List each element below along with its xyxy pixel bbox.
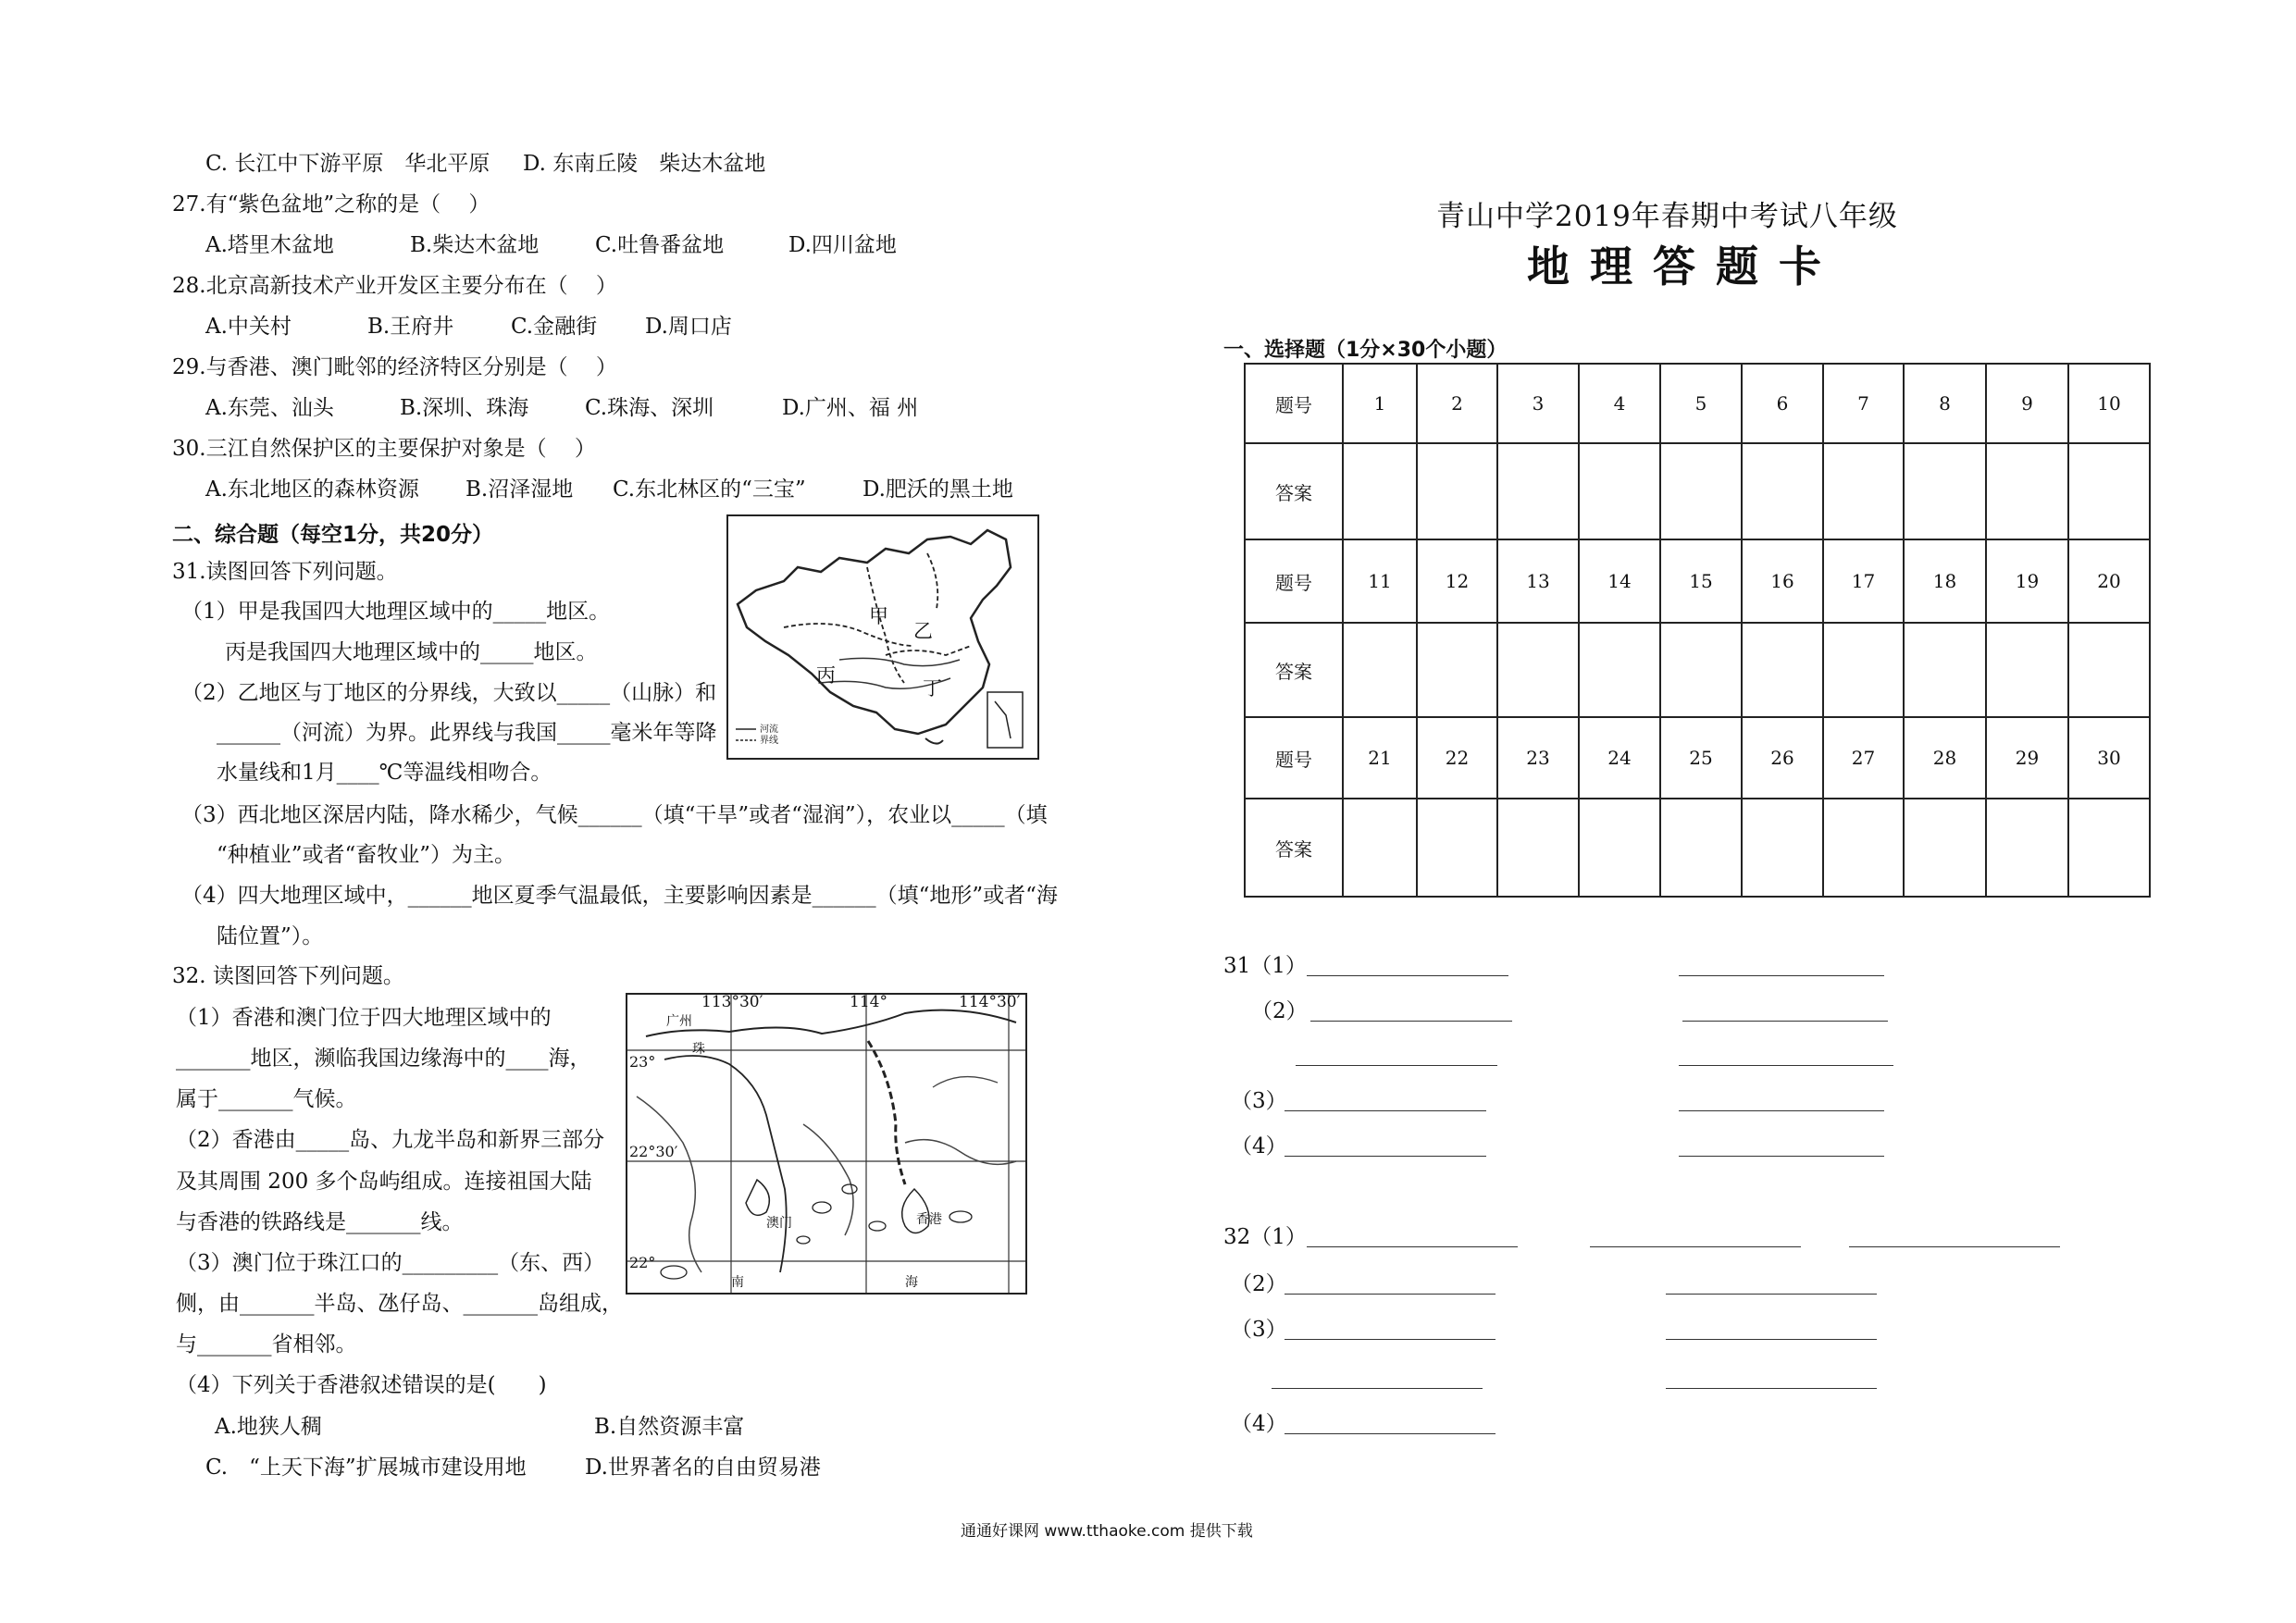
- q28-option-b: B.王府井: [367, 315, 454, 339]
- question-number-row: [1245, 539, 2150, 623]
- answer-cell[interactable]: [1904, 799, 1986, 897]
- answer-line[interactable]: [1666, 1294, 1877, 1295]
- answer-cell[interactable]: [1823, 799, 1904, 897]
- q32-option-d: D.世界著名的自由贸易港: [585, 1456, 821, 1480]
- answer-32-part-3: （3）: [1231, 1318, 1287, 1342]
- question-number: 16: [1742, 539, 1823, 623]
- q27-option-c: C.吐鲁番盆地: [595, 233, 725, 257]
- question-number: 11: [1343, 539, 1417, 623]
- q31-line-3: （2）乙地区与丁地区的分界线，大致以_____（山脉）和: [181, 681, 717, 705]
- question-number: 8: [1904, 364, 1986, 443]
- map-lon-114: 114°: [850, 993, 887, 1011]
- answer-32-part-4: （4）: [1231, 1412, 1287, 1436]
- question-number: 30: [2068, 717, 2150, 799]
- answer-cell[interactable]: [1660, 443, 1742, 539]
- q31-line-7: “种植业”或者“畜牧业”）为主。: [217, 843, 516, 867]
- question-number: 1: [1343, 364, 1417, 443]
- answer-line[interactable]: [1679, 1156, 1884, 1157]
- question-number: 5: [1660, 364, 1742, 443]
- q32-line-1: （1）香港和澳门位于四大地理区域中的: [176, 1006, 552, 1030]
- answer-line[interactable]: [1285, 1110, 1486, 1111]
- answer-cell[interactable]: [1417, 623, 1497, 717]
- answer-line[interactable]: [1296, 1065, 1497, 1066]
- map-lat-22: 22°: [629, 1254, 656, 1271]
- answer-cell[interactable]: [1742, 799, 1823, 897]
- map-label-guangzhou: 广州: [666, 1014, 692, 1029]
- answer-cell[interactable]: [1904, 443, 1986, 539]
- answer-cell[interactable]: [1579, 623, 1660, 717]
- answer-line[interactable]: [1307, 975, 1508, 976]
- q32-line-2: _______地区，濒临我国边缘海中的____海，: [176, 1047, 591, 1071]
- answer-line[interactable]: [1679, 1110, 1884, 1111]
- q31-line-2: 丙是我国四大地理区域中的_____地区。: [225, 640, 598, 664]
- q32-option-b: B.自然资源丰富: [594, 1415, 745, 1439]
- q30-option-c: C.东北林区的“三宝”: [613, 477, 806, 502]
- pearl-river-delta-map: [626, 993, 1027, 1295]
- q27-option-b: B.柴达木盆地: [410, 233, 540, 257]
- answer-line[interactable]: [1679, 975, 1884, 976]
- map-label-hongkong: 香港: [916, 1212, 942, 1227]
- q32-option-c: C. “上天下海”扩展城市建设用地: [205, 1456, 527, 1480]
- q32-line-5: 及其周围 200 多个岛屿组成。连接祖国大陆: [176, 1170, 592, 1194]
- question-number: 24: [1579, 717, 1660, 799]
- row-label-answer: 答案: [1245, 623, 1343, 717]
- answer-cell[interactable]: [1343, 443, 1417, 539]
- answer-31-label: 31（1）: [1223, 954, 1307, 978]
- answer-31-part-3: （3）: [1231, 1089, 1287, 1113]
- q28-stem: 28.北京高新技术产业开发区主要分布在（ ）: [172, 274, 617, 298]
- q32-line-9: 与_______省相邻。: [176, 1332, 357, 1357]
- answer-cell[interactable]: [1579, 443, 1660, 539]
- legend-river-label: 河流: [760, 725, 778, 735]
- footer-credit: 通通好课网 www.tthaoke.com 提供下载: [961, 1522, 1253, 1541]
- q29-option-a: A.东莞、汕头: [205, 396, 334, 420]
- answer-row: [1245, 623, 2150, 717]
- question-number: 20: [2068, 539, 2150, 623]
- map-label-hai: 海: [905, 1275, 918, 1290]
- question-number: 7: [1823, 364, 1904, 443]
- q30-stem: 30.三江自然保护区的主要保护对象是（ ）: [172, 437, 596, 461]
- answer-cell[interactable]: [1742, 443, 1823, 539]
- answer-line[interactable]: [1849, 1246, 2060, 1247]
- q32-line-3: 属于_______气候。: [176, 1087, 357, 1111]
- answer-line[interactable]: [1285, 1339, 1496, 1340]
- map-label-jia: 甲: [869, 605, 888, 627]
- map-label-nan: 南: [731, 1275, 744, 1290]
- q31-stem: 31.读图回答下列问题。: [172, 560, 398, 584]
- map-lon-113-30: 113°30′: [701, 993, 763, 1011]
- q31-line-5: 水量线和1月____℃等温线相吻合。: [217, 761, 552, 785]
- question-number: 25: [1660, 717, 1742, 799]
- answer-line[interactable]: [1285, 1294, 1496, 1295]
- q32-line-6: 与香港的铁路线是_______线。: [176, 1210, 464, 1234]
- question-number: 3: [1497, 364, 1579, 443]
- q28-option-d: D.周口店: [645, 315, 732, 339]
- row-label-question: 题号: [1245, 717, 1343, 799]
- answer-line[interactable]: [1285, 1156, 1486, 1157]
- answer-line[interactable]: [1272, 1388, 1483, 1389]
- answer-cell[interactable]: [1904, 623, 1986, 717]
- q28-option-a: A.中关村: [205, 315, 292, 339]
- delta-map-drawing: [627, 995, 1025, 1293]
- answer-32-part-2: （2）: [1231, 1272, 1287, 1296]
- row-label-answer: 答案: [1245, 443, 1343, 539]
- question-number: 13: [1497, 539, 1579, 623]
- q26-option-c: C. 长江中下游平原 华北平原: [205, 152, 490, 176]
- question-number: 2: [1417, 364, 1497, 443]
- q30-option-d: D.肥沃的黑土地: [863, 477, 1013, 502]
- question-number: 29: [1986, 717, 2068, 799]
- answer-row: [1245, 443, 2150, 539]
- answer-31-part-2: （2）: [1251, 999, 1308, 1023]
- map-lat-23: 23°: [629, 1053, 656, 1071]
- answer-line[interactable]: [1666, 1388, 1877, 1389]
- q31-line-6: （3）西北地区深居内陆，降水稀少，气候______（填“干旱”或者“湿润”），农业以_____（填: [181, 803, 1048, 827]
- question-number-row: [1245, 717, 2150, 799]
- q26-option-d: D. 东南丘陵 柴达木盆地: [523, 152, 766, 176]
- answer-row: [1245, 799, 2150, 897]
- answer-cell[interactable]: [1497, 623, 1579, 717]
- answer-32-label: 32（1）: [1223, 1225, 1307, 1249]
- q32-stem: 32. 读图回答下列问题。: [172, 964, 404, 988]
- question-number: 17: [1823, 539, 1904, 623]
- question-number: 15: [1660, 539, 1742, 623]
- answer-cell[interactable]: [1823, 443, 1904, 539]
- section-2-heading: 二、综合题（每空1分，共20分）: [172, 523, 494, 547]
- answer-cell[interactable]: [1497, 799, 1579, 897]
- answer-cell[interactable]: [2068, 443, 2150, 539]
- q32-option-a: A.地狭人稠: [215, 1415, 322, 1439]
- answer-31-part-4: （4）: [1231, 1134, 1287, 1158]
- q29-option-c: C.珠海、深圳: [585, 396, 714, 420]
- question-number: 26: [1742, 717, 1823, 799]
- q31-line-9: 陆位置”）。: [217, 924, 324, 948]
- q32-line-10: （4）下列关于香港叙述错误的是( ): [176, 1373, 547, 1397]
- question-number: 23: [1497, 717, 1579, 799]
- row-label-question: 题号: [1245, 539, 1343, 623]
- map-label-zhu: 珠: [692, 1042, 705, 1057]
- question-number: 4: [1579, 364, 1660, 443]
- question-number-row: [1245, 364, 2150, 443]
- answer-cell[interactable]: [2068, 623, 2150, 717]
- question-number: 22: [1417, 717, 1497, 799]
- answer-cell[interactable]: [1579, 799, 1660, 897]
- q32-line-8: 侧，由_______半岛、氹仔岛、_______岛组成，: [176, 1292, 623, 1316]
- answer-cell[interactable]: [1986, 623, 2068, 717]
- q29-option-b: B.深圳、珠海: [400, 396, 529, 420]
- question-number: 27: [1823, 717, 1904, 799]
- map-label-ding: 丁: [923, 677, 942, 700]
- q32-line-7: （3）澳门位于珠江口的_________（东、西）: [176, 1251, 605, 1275]
- q31-line-4: ______（河流）为界。此界线与我国_____毫米年等降: [217, 721, 717, 745]
- answer-cell[interactable]: [1660, 623, 1742, 717]
- answer-cell[interactable]: [1343, 799, 1417, 897]
- question-number: 19: [1986, 539, 2068, 623]
- row-label-question: 题号: [1245, 364, 1343, 443]
- answer-cell[interactable]: [1417, 443, 1497, 539]
- answer-cell[interactable]: [1497, 443, 1579, 539]
- q29-stem: 29.与香港、澳门毗邻的经济特区分别是（ ）: [172, 355, 617, 379]
- answer-cell[interactable]: [1986, 443, 2068, 539]
- map-label-yi: 乙: [913, 620, 933, 642]
- section-1-heading: 一、选择题（1分×30个小题）: [1223, 339, 1508, 362]
- q30-option-b: B.沼泽湿地: [465, 477, 574, 502]
- question-number: 9: [1986, 364, 2068, 443]
- answer-line[interactable]: [1682, 1021, 1888, 1022]
- q30-option-a: A.东北地区的森林资源: [205, 477, 419, 502]
- q31-line-1: （1）甲是我国四大地理区域中的_____地区。: [181, 600, 611, 624]
- answer-line[interactable]: [1285, 1433, 1496, 1434]
- question-number: 10: [2068, 364, 2150, 443]
- answer-cell[interactable]: [1823, 623, 1904, 717]
- map-lat-22-30: 22°30′: [629, 1143, 678, 1160]
- question-number: 18: [1904, 539, 1986, 623]
- answer-grid: [1244, 363, 2151, 898]
- map-label-macau: 澳门: [766, 1216, 792, 1231]
- map-label-bing: 丙: [816, 664, 836, 687]
- answer-cell[interactable]: [1986, 799, 2068, 897]
- question-number: 14: [1579, 539, 1660, 623]
- q27-option-a: A.塔里木盆地: [205, 233, 334, 257]
- q27-stem: 27.有“紫色盆地”之称的是（ ）: [172, 192, 490, 217]
- answer-line[interactable]: [1310, 1021, 1512, 1022]
- row-label-answer: 答案: [1245, 799, 1343, 897]
- q27-option-d: D.四川盆地: [788, 233, 897, 257]
- question-number: 21: [1343, 717, 1417, 799]
- q31-line-8: （4）四大地理区域中，______地区夏季气温最低，主要影响因素是______（填“地形”或者“海: [181, 884, 1058, 908]
- answer-line[interactable]: [1307, 1246, 1518, 1247]
- answer-cell[interactable]: [2068, 799, 2150, 897]
- answer-cell[interactable]: [1660, 799, 1742, 897]
- q28-option-c: C.金融街: [511, 315, 598, 339]
- answer-card-main-title: 地理答题卡: [1527, 242, 1842, 291]
- q32-line-4: （2）香港由_____岛、九龙半岛和新界三部分: [176, 1128, 605, 1152]
- answer-cell[interactable]: [1742, 623, 1823, 717]
- china-regions-map: [726, 514, 1039, 760]
- question-number: 6: [1742, 364, 1823, 443]
- answer-line[interactable]: [1679, 1065, 1893, 1066]
- answer-card-school-title: 青山中学2019年春期中考试八年级: [1436, 200, 1898, 233]
- question-number: 12: [1417, 539, 1497, 623]
- answer-cell[interactable]: [1417, 799, 1497, 897]
- map-lon-114-30: 114°30′: [959, 993, 1021, 1011]
- answer-cell[interactable]: [1343, 623, 1417, 717]
- legend-border-label: 界线: [760, 736, 778, 746]
- question-number: 28: [1904, 717, 1986, 799]
- answer-line[interactable]: [1666, 1339, 1877, 1340]
- q29-option-d: D.广州、福 州: [782, 396, 919, 420]
- answer-line[interactable]: [1590, 1246, 1801, 1247]
